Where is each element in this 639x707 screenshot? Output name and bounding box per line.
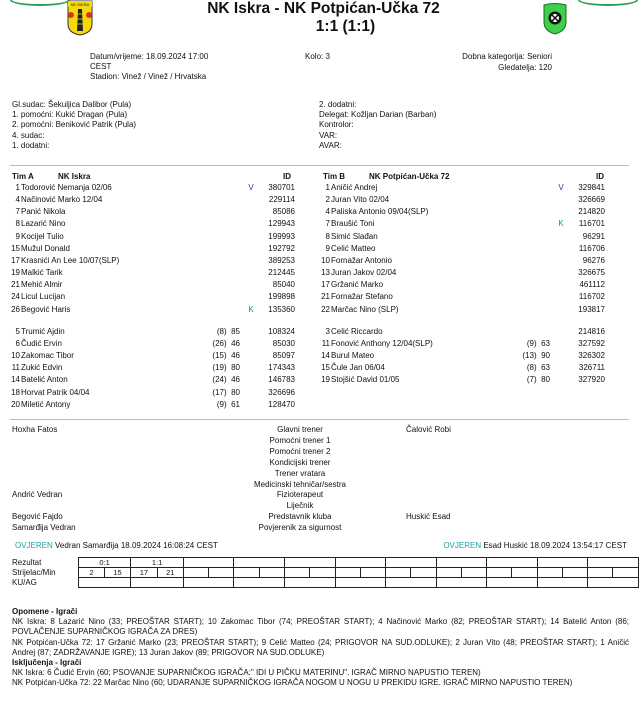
result-cell: [335, 558, 386, 568]
player-row: [310, 206, 610, 218]
player-number: 18: [11, 387, 20, 397]
substitute-row: [0, 374, 300, 386]
player-name: Čule Jan 06/04: [331, 363, 385, 373]
ku-ag-row: [79, 578, 639, 588]
player-number: 10: [11, 351, 20, 361]
player-row: [310, 194, 610, 206]
verified-by: Esad Huskić 18.09.2024 13:54:17 CEST: [483, 541, 627, 550]
substitute-row: [310, 374, 610, 386]
staff-role: Kondicijski trener: [269, 457, 331, 467]
player-id: 389253: [268, 255, 295, 265]
player-id: 108324: [268, 327, 295, 336]
player-id: 214820: [578, 207, 605, 217]
substitute-row: [310, 362, 610, 374]
player-name: Zakomac Tibor: [21, 351, 74, 361]
player-number: 9: [15, 231, 20, 241]
player-number: 5: [15, 327, 20, 336]
scorer-number-cell: 2: [79, 568, 105, 578]
goalkeeper-marker: V: [558, 183, 564, 192]
label-result: Rezultat: [12, 558, 42, 567]
player-row: [0, 218, 300, 230]
goal-minute-cell: [209, 568, 234, 578]
staff-role: Glavni trener: [277, 425, 323, 434]
player-number: 20: [11, 399, 20, 409]
player-id: 326669: [578, 195, 605, 205]
scorer-number-cell: [487, 568, 512, 578]
player-id: 135360: [268, 304, 295, 314]
team-b-name: NK Potpićan-Učka 72: [369, 172, 450, 181]
cautions-title: Opomene - Igrači: [12, 607, 78, 616]
team-a-name: NK Iskra: [58, 172, 91, 181]
substitute-row: [310, 350, 610, 362]
match-score: 1:1 (1:1): [315, 18, 376, 35]
goals-table: [78, 557, 639, 588]
captain-marker: K: [558, 219, 564, 229]
team-b-label: Tim B: [323, 172, 346, 181]
substitute-row: [310, 338, 610, 350]
match-round: Kolo: 3: [305, 52, 330, 61]
substitution-info: (9) 61: [216, 399, 240, 409]
player-name: Fornažar Antonio: [331, 255, 392, 265]
result-cell: [386, 558, 437, 568]
player-name: Juran Vito 02/04: [331, 195, 390, 205]
player-number: 15: [321, 363, 330, 373]
team-a-staff-name: Begović Fajdo: [12, 512, 63, 522]
sendoffs-home: NK Iskra: 6 Čudić Ervin (60; PSOVANJE SUPARNIČKOG IGRAČA:" IDI U PIČKU MATERINU". IGRAČ MIRNO NAPUSTIO TEREN): [12, 668, 481, 678]
player-name: Fonović Anthony 12/04(SLP): [331, 339, 433, 349]
player-number: 24: [11, 292, 20, 302]
player-id: 85097: [272, 351, 295, 361]
player-number: 11: [321, 339, 330, 349]
goal-minute-cell: [461, 568, 486, 578]
goal-minute-cell: [310, 568, 335, 578]
player-name: Horvat Patrik 04/04: [21, 387, 90, 397]
player-row: [0, 182, 300, 194]
captain-marker: K: [248, 304, 254, 314]
scorer-number-cell: [588, 568, 613, 578]
result-cell: [285, 558, 336, 568]
team-a-verification: [15, 541, 218, 550]
player-id: 329841: [578, 183, 605, 192]
player-name: Licul Lucijan: [21, 292, 66, 302]
substitution-info: (26) 46: [212, 339, 240, 349]
player-name: Zukić Edvin: [21, 363, 63, 373]
player-number: 21: [321, 292, 330, 302]
ku-ag-cell: [386, 578, 437, 588]
player-name: Mehić Almir: [21, 280, 63, 290]
player-id: 85030: [272, 339, 295, 349]
spectators: Gledatelja: 120: [498, 63, 552, 72]
scorer-row: [79, 568, 639, 578]
player-name: Trumić Ajdin: [21, 327, 65, 336]
goal-minute-cell: 21: [157, 568, 183, 578]
player-id: 193817: [578, 304, 605, 314]
ku-ag-cell: [487, 578, 538, 588]
player-row: [310, 279, 610, 291]
player-number: 7: [15, 207, 20, 217]
player-name: Todorović Nemanja 02/06: [21, 183, 112, 192]
player-number: 2: [325, 195, 330, 205]
match-datetime: Datum/vrijeme: 18.09.2024 17:00: [90, 52, 209, 61]
goals-table-labels: [12, 558, 56, 588]
player-name: Aničić Andrej: [331, 183, 378, 192]
substitution-info: (8) 63: [526, 363, 550, 373]
divider: [319, 419, 629, 420]
player-id: 85040: [272, 280, 295, 290]
player-name: Malkić Tarik: [21, 268, 63, 278]
verified-by: Vedran Samarđija 18.09.2024 16:08:24 CEST: [55, 541, 218, 550]
player-number: 1: [15, 183, 20, 192]
substitute-row: [0, 338, 300, 350]
player-id: 85086: [272, 207, 295, 217]
goal-minute-cell: 15: [104, 568, 130, 578]
divider: [10, 165, 629, 166]
team-b-staff-name: Čalović Robi: [406, 425, 451, 434]
substitute-row: [0, 387, 300, 399]
scorer-number-cell: [183, 568, 208, 578]
result-cell: [234, 558, 285, 568]
ku-ag-cell: [234, 578, 285, 588]
player-row: [0, 255, 300, 267]
official-line: 2. pomoćni: Beniković Patrik (Pula): [12, 120, 137, 129]
official-line: 2. dodatni:: [319, 100, 357, 109]
official-line: VAR:: [319, 130, 338, 140]
team-a-staff-name: Hoxha Fatos: [12, 425, 58, 434]
player-number: 9: [325, 243, 330, 253]
official-line: 1. pomoćni: Kukić Dragan (Pula): [12, 110, 128, 119]
player-id: 128470: [268, 399, 295, 409]
result-cell: [183, 558, 234, 568]
result-cell: [436, 558, 487, 568]
player-row: [310, 255, 610, 267]
player-number: 6: [15, 339, 20, 349]
player-id: 174343: [268, 363, 295, 373]
substitution-info: (24) 46: [212, 375, 240, 385]
match-title: NK Iskra - NK Potpićan-Učka 72: [207, 0, 440, 17]
player-number: 11: [11, 363, 20, 373]
player-number: 17: [321, 280, 330, 290]
team-b-staff-name: Huskić Esad: [406, 512, 451, 522]
scorer-number-cell: [386, 568, 411, 578]
player-row: [0, 243, 300, 255]
ku-ag-cell: [79, 578, 131, 588]
player-id: 199898: [268, 292, 295, 302]
scorer-number-cell: 17: [131, 568, 157, 578]
player-row: [0, 304, 300, 316]
official-line: 4. sudac:: [12, 130, 45, 140]
substitute-row: [0, 399, 300, 411]
cautions-away: NK Potpićan-Učka 72: 17 Gržanić Marko (23; PREOŠTAR START); 9 Celić Matteo (24; PRIGOVOR NA SUD.ODLUKE); 2 Juran Vito (48; PREOŠTAR START); 1 Aničić Andrej (87; ZADRŽAVANJE IGRE); 13 Juran Jakov (89; PRIGOVOR NA SUD.ODLUKE): [12, 637, 629, 657]
substitution-info: (13) 90: [522, 351, 550, 361]
player-number: 1: [325, 183, 330, 192]
team-a-staff-name: Andrić Vedran: [12, 490, 63, 500]
result-row: [79, 558, 639, 568]
substitute-row: [0, 362, 300, 374]
label-scorer: Strijelac/Min: [12, 568, 56, 577]
player-row: [310, 291, 610, 303]
player-row: [310, 304, 610, 316]
staff-role: Pomoćni trener 2: [269, 446, 331, 456]
staff-role: Liječnik: [286, 501, 314, 511]
result-cell: [487, 558, 538, 568]
player-number: 10: [321, 255, 330, 265]
player-row: [310, 267, 610, 279]
player-id: 129943: [268, 219, 295, 229]
player-number: 22: [321, 304, 330, 314]
player-id: 326675: [578, 268, 605, 278]
team-a-id-header: ID: [283, 172, 291, 181]
player-number: 17: [11, 255, 20, 265]
result-cell: 0:1: [79, 558, 131, 568]
divider: [10, 419, 319, 420]
player-name: Begović Haris: [21, 304, 71, 314]
substitution-info: (9) 63: [526, 339, 550, 349]
ku-ag-cell: [183, 578, 234, 588]
player-name: Gržanić Marko: [331, 280, 384, 290]
player-id: 327920: [578, 375, 605, 385]
goal-minute-cell: [613, 568, 639, 578]
player-id: 212445: [268, 268, 295, 278]
ku-ag-cell: [285, 578, 336, 588]
player-name: Fornažar Stefano: [331, 292, 393, 302]
player-name: Čudić Ervin: [21, 339, 62, 349]
result-cell: 1:1: [131, 558, 184, 568]
cautions-home: NK Iskra: 8 Lazarić Nino (33; PREOŠTAR START); 10 Zakomac Tibor (74; PREOŠTAR START); 4 Načinović Marko (82; PREOŠTAR START); 14 Batelić Anton (86; POVLAČENJE SUPARNIČKOG IGRAČA ZA DRES): [12, 617, 629, 637]
substitute-row: [0, 326, 300, 338]
player-name: Krasnići An Lee 10/07(SLP): [21, 255, 120, 265]
player-name: Panić Nikola: [21, 207, 66, 217]
label-ku-ag: KU/AG: [12, 578, 37, 587]
goal-minute-cell: [259, 568, 284, 578]
player-number: 4: [15, 195, 20, 205]
verified-status: OVJEREN: [443, 541, 482, 550]
verified-status: OVJEREN: [15, 541, 53, 550]
cautions-section: [12, 607, 629, 689]
player-number: 14: [321, 351, 330, 361]
player-id: 461112: [579, 280, 605, 290]
player-number: 7: [325, 219, 330, 229]
player-number: 3: [325, 327, 330, 336]
player-id: 192792: [268, 243, 295, 253]
player-number: 8: [15, 219, 20, 229]
player-number: 15: [11, 243, 20, 253]
match-timezone: CEST: [90, 62, 112, 71]
team-b-id-header: ID: [596, 172, 604, 181]
player-name: Marčac Nino (SLP): [331, 304, 399, 314]
player-row: [0, 194, 300, 206]
player-number: 26: [11, 304, 20, 314]
staff-role: Pomoćni trener 1: [269, 435, 331, 445]
team-b-verification: [443, 541, 627, 550]
player-name: Braušić Toni: [331, 219, 375, 229]
player-id: 327592: [578, 339, 605, 349]
scorer-number-cell: [537, 568, 562, 578]
official-line: Delegat: Kožljan Darian (Barban): [319, 110, 437, 119]
player-row: [310, 231, 610, 243]
substitution-info: (19) 80: [212, 363, 240, 373]
staff-role: Medicinski tehničar/sestra: [253, 479, 347, 489]
player-id: 96276: [582, 255, 605, 265]
player-number: 13: [321, 268, 330, 278]
svg-text:NK ISKRA: NK ISKRA: [70, 2, 90, 7]
scorer-number-cell: [335, 568, 360, 578]
player-row: [0, 267, 300, 279]
player-name: Načinović Marko 12/04: [21, 195, 103, 205]
staff-role: Fizioterapeut: [276, 490, 324, 500]
scorer-number-cell: [436, 568, 461, 578]
substitution-info: (7) 80: [526, 375, 550, 385]
player-id: 146783: [268, 375, 295, 385]
match-stadium: Stadion: Vinež / Vinež / Hrvatska: [90, 72, 207, 81]
player-row: [0, 291, 300, 303]
official-line: Gl.sudac: Šekuljica Dalibor (Pula): [12, 100, 132, 109]
goal-minute-cell: [512, 568, 537, 578]
substitute-row: [0, 350, 300, 362]
player-id: 116702: [578, 292, 605, 302]
team-a-label: Tim A: [12, 172, 34, 181]
goalkeeper-marker: V: [248, 183, 254, 192]
player-id: 116701: [578, 219, 605, 229]
player-name: Paliska Antonio 09/04(SLP): [331, 207, 429, 217]
player-id: 326711: [578, 363, 605, 373]
player-row: [310, 182, 610, 194]
ku-ag-cell: [436, 578, 487, 588]
player-row: [0, 231, 300, 243]
player-id: 326696: [268, 387, 295, 397]
team-a-staff-name: Samarđija Vedran: [12, 523, 76, 533]
player-id: 96291: [582, 231, 605, 241]
scorer-number-cell: [234, 568, 259, 578]
player-name: Mužul Donald: [21, 243, 70, 253]
player-id: 116706: [578, 243, 605, 253]
substitute-row: [310, 326, 610, 338]
staff-role: Trener vratara: [274, 468, 326, 478]
substitution-info: (17) 80: [212, 387, 240, 397]
player-id: 214816: [578, 327, 605, 336]
player-id: 199993: [268, 231, 295, 241]
player-number: 21: [11, 280, 20, 290]
player-name: Simić Slađan: [331, 231, 378, 241]
player-id: 380701: [268, 183, 295, 192]
sendoffs-away: NK Potpićan-Učka 72: 22 Marčac Nino (60; UDARANJE SUPARNIČKOG IGRAČA NOGOM U NOGU U PREKIDU IGRE. IGRAČ MIRNO NAPUSTIO TEREN): [12, 678, 573, 688]
scorer-number-cell: [285, 568, 310, 578]
player-name: Celić Riccardo: [331, 327, 383, 336]
player-name: Juran Jakov 02/04: [331, 268, 397, 278]
player-id: 229114: [268, 195, 295, 205]
sendoffs-title: Isključenja - Igrači: [12, 658, 82, 668]
player-number: 8: [325, 231, 330, 241]
staff-role: Povjerenik za sigurnost: [258, 523, 342, 533]
ku-ag-cell: [537, 578, 588, 588]
player-number: 4: [325, 207, 330, 217]
player-name: Burul Mateo: [331, 351, 375, 361]
player-row: [0, 279, 300, 291]
ku-ag-cell: [335, 578, 386, 588]
player-row: [310, 243, 610, 255]
player-name: Miletić Antony: [21, 399, 71, 409]
substitution-info: (15) 46: [212, 351, 240, 361]
player-id: 326302: [578, 351, 605, 361]
official-line: AVAR:: [319, 140, 342, 150]
player-name: Stojšić David 01/05: [331, 375, 400, 385]
ku-ag-cell: [131, 578, 184, 588]
result-cell: [588, 558, 639, 568]
official-line: 1. dodatni:: [12, 140, 50, 150]
ku-ag-cell: [588, 578, 639, 588]
player-name: Lazarić Nino: [21, 219, 66, 229]
player-row: [0, 206, 300, 218]
player-number: 19: [11, 268, 20, 278]
player-number: 19: [321, 375, 330, 385]
goal-minute-cell: [562, 568, 587, 578]
player-name: Batelić Anton: [21, 375, 68, 385]
goal-minute-cell: [360, 568, 385, 578]
player-row: [310, 218, 610, 230]
substitution-info: (8) 85: [216, 327, 240, 336]
official-line: Kontrolor:: [319, 120, 354, 129]
goal-minute-cell: [411, 568, 436, 578]
player-name: Celić Matteo: [331, 243, 376, 253]
result-cell: [537, 558, 588, 568]
player-number: 14: [11, 375, 20, 385]
age-category: Dobna kategorija: Seniori: [462, 52, 552, 61]
staff-role: Predstavnik kluba: [268, 512, 332, 522]
player-name: Kocijel Tulio: [21, 231, 64, 241]
